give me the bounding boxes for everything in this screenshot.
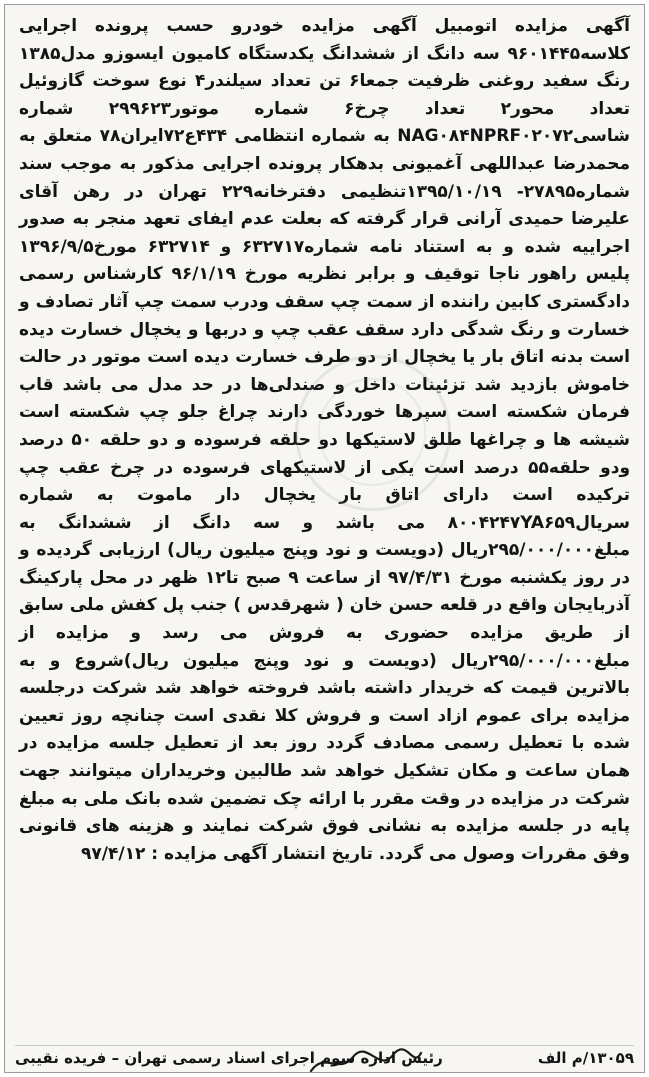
notice-footer: [15, 1045, 634, 1070]
newspaper-clipping: [4, 4, 645, 1073]
footer-reference-number: ۱۳۰۵۹/م الف: [537, 1049, 634, 1067]
notice-body-text: آگهی مزایده اتومبیل آگهی مزایده خودرو حسب پرونده اجرایی کلاسه۹۶۰۱۴۴۵ سه دانگ از ششدانگ یکدستگاه کامیون ایسوزو مدل۱۳۸۵ رنگ سفید روغنی ظرفیت جمعا۶ تن تعداد سیلندر۴ نوع سوخت گازوئیل تعداد محور۲ تعداد چرخ۶ شماره موتور۲۹۹۶۲۳ شماره شاسیNAG۰۸۴NPRF۰۲۰۷۲ به شماره انتظامی ۴۳۴ع۷۲ایران۷۸ متعلق به محمدرضا عبداللهی آغمیونی بدهکار پرونده اجرایی مذکور به موجب سند شماره۲۷۸۹۵- ۱۳۹۵/۱۰/۱۹تنظیمی دفترخانه۲۲۹ تهران در رهن آقای علیرضا حمیدی آرانی قرار گرفته که بعلت عدم ایفای تعهد منجر به صدور اجراییه شده و به استناد نامه شماره۶۳۲۷۱۷ و ۶۳۲۷۱۴ مورخ۱۳۹۶/۹/۵ پلیس راهور ناجا توقیف و برابر نظریه مورخ ۹۶/۱/۱۹ کارشناس رسمی دادگستری کابین راننده از سمت چپ سقف ودرب سمت چپ آثار تصادف و خسارت و رنگ شدگی دارد سقف عقب چپ و دربها و یخچال خسارت دیده است بدنه اتاق بار یا یخچال از دو طرف خسارت دیده است موتور در حالت خاموش بازدید شد تزئینات داخل و صندلی‌ها در حد مدل می باشد قاب فرمان شکسته است سپرها خوردگی دارند چراغ جلو چپ شکسته است شیشه ها و چراغها طلق لاستیکها دو حلقه فرسوده و دو حلقه ۵۰ درصد ودو حلقه۵۵ درصد است یکی از لاستیکهای فرسوده در چرخ عقب چپ ترکیده است دارای اتاق بار یخچال دار ماموت به شماره سریال۸۰۰۴۲۴۷YA۶۵۹ می باشد و سه دانگ از ششدانگ به مبلغ۲۹۵/۰۰۰/۰۰۰ریال (دویست و نود وپنج میلیون ریال) ارزیابی گردیده و در روز یکشنبه مورخ ۹۷/۴/۳۱ از ساعت ۹ صبح تا۱۲ ظهر در محل پارکینگ آذربایجان واقع در قلعه حسن خان ( شهرقدس ) جنب پل کفش ملی سابق از طریق مزایده حضوری به فروش می رسد و مزایده از مبلغ۲۹۵/۰۰۰/۰۰۰ریال (دویست و نود وپنج میلیون ریال)شروع و به بالاترین قیمت که خریدار داشته باشد فروخته خواهد شد شرکت درجلسه مزایده برای عموم ازاد است و فروش کلا نقدی است چنانچه روز تعیین شده با تعطیل رسمی مصادف گردد روز بعد از تعطیل جلسه مزایده در همان ساعت و مکان تشکیل خواهد شد طالبین وخریداران میتوانند جهت شرکت در مزایده در وقت مقرر با ارائه چک تضمین شده بانک ملی به مبلغ پایه در جلسه مزایده به نشانی فوق شرکت نمایند و هزینه های قانونی وفق مقررات وصول می گردد. تاریخ انتشار آگهی مزایده : ۹۷/۴/۱۲: [19, 16, 631, 864]
footer-issuing-office: رئیس اداره سوم اجرای اسناد رسمی تهران – فریده نقیبی: [15, 1049, 443, 1067]
